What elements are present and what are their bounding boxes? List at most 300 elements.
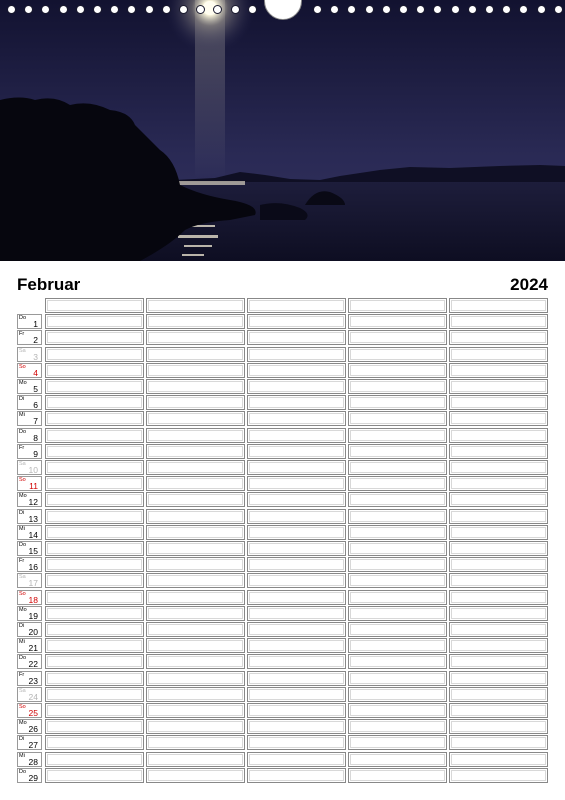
entry-cell[interactable] (146, 573, 245, 588)
entry-cell[interactable] (348, 557, 447, 572)
day-row (17, 460, 549, 475)
entry-cell[interactable] (146, 363, 245, 378)
month-title: Februar (17, 275, 81, 294)
day-number: 13 (28, 513, 38, 524)
day-number: 27 (28, 740, 38, 751)
entry-cell[interactable] (348, 330, 447, 345)
entry-cell[interactable] (348, 719, 447, 734)
day-row (17, 719, 549, 734)
entry-cell[interactable] (45, 363, 144, 378)
entry-cell[interactable] (247, 719, 346, 734)
binding-hole-icon (110, 5, 119, 14)
entry-cell[interactable] (146, 557, 245, 572)
weekday-label: Mi (19, 752, 25, 759)
entry-cell[interactable] (146, 590, 245, 605)
day-row (17, 509, 549, 524)
entry-cell[interactable] (146, 735, 245, 750)
weekday-label: So (19, 590, 26, 597)
day-cell (17, 687, 42, 702)
entry-cell[interactable] (146, 703, 245, 718)
day-row (17, 379, 549, 394)
weekday-label: Fr (19, 444, 25, 451)
entry-cell[interactable] (348, 622, 447, 637)
day-row (17, 590, 549, 605)
entry-cell[interactable] (348, 735, 447, 750)
day-cell (17, 314, 42, 329)
entry-cell[interactable] (348, 444, 447, 459)
entry-cell[interactable] (348, 428, 447, 443)
day-number: 23 (28, 675, 38, 686)
day-number: 28 (28, 756, 38, 767)
weekday-label: Fr (19, 331, 25, 338)
binding-hole-icon (451, 5, 460, 14)
day-cell (17, 525, 42, 540)
column-header-cell[interactable] (449, 298, 548, 313)
binding-hole-icon (416, 5, 425, 14)
day-cell (17, 573, 42, 588)
binding-hole-icon (93, 5, 102, 14)
weekday-label: Do (19, 655, 27, 662)
entry-cell[interactable] (146, 541, 245, 556)
weekday-label: So (19, 477, 26, 484)
day-row (17, 411, 549, 426)
entry-cell[interactable] (247, 444, 346, 459)
entry-cell[interactable] (348, 638, 447, 653)
entry-cell[interactable] (449, 590, 548, 605)
day-number: 25 (28, 708, 38, 718)
weekday-label: Sa (19, 461, 26, 467)
entry-cell[interactable] (348, 752, 447, 767)
weekday-label: Mo (19, 606, 27, 613)
entry-cell[interactable] (247, 428, 346, 443)
entry-cell[interactable] (348, 687, 447, 702)
entry-cell[interactable] (247, 509, 346, 524)
binding-hole-icon (7, 5, 16, 14)
day-cell (17, 509, 42, 524)
day-row (17, 622, 549, 637)
moonlit-coast-icon (0, 0, 565, 261)
entry-cell[interactable] (247, 654, 346, 669)
weekday-label: Fr (19, 558, 25, 565)
day-number: 11 (29, 481, 38, 492)
day-row (17, 557, 549, 572)
binding-hole-icon (41, 5, 50, 14)
entry-cell[interactable] (449, 557, 548, 572)
day-number: 15 (28, 546, 38, 556)
day-number: 5 (33, 384, 38, 394)
entry-cell[interactable] (146, 768, 245, 783)
binding-hole-icon (179, 5, 188, 14)
entry-cell[interactable] (449, 573, 548, 588)
entry-cell[interactable] (247, 379, 346, 394)
binding-hole-icon (313, 5, 322, 14)
day-number: 6 (33, 400, 38, 411)
binding-hole-icon (231, 5, 240, 14)
day-cell (17, 638, 42, 653)
binding-hole-icon (468, 5, 477, 14)
entry-cell[interactable] (348, 347, 447, 362)
entry-cell[interactable] (449, 525, 548, 540)
weekday-label: Di (19, 623, 25, 629)
entry-cell[interactable] (449, 347, 548, 362)
entry-cell[interactable] (348, 768, 447, 783)
binding-hole-icon (382, 5, 391, 14)
day-number: 18 (28, 594, 38, 605)
entry-cell[interactable] (247, 671, 346, 686)
entry-cell[interactable] (247, 395, 346, 410)
entry-cell[interactable] (247, 687, 346, 702)
binding-hole-icon (213, 5, 222, 14)
entry-cell[interactable] (146, 671, 245, 686)
day-row (17, 573, 549, 588)
entry-cell[interactable] (449, 768, 548, 783)
entry-cell[interactable] (45, 411, 144, 426)
binding-hole-icon (433, 5, 442, 14)
entry-cell[interactable] (146, 492, 245, 507)
entry-cell[interactable] (449, 444, 548, 459)
day-row (17, 476, 549, 491)
binding-hole-icon (399, 5, 408, 14)
entry-cell[interactable] (449, 671, 548, 686)
day-cell (17, 411, 42, 426)
entry-cell[interactable] (247, 347, 346, 362)
entry-cell[interactable] (247, 411, 346, 426)
weekday-label: Mo (19, 493, 27, 500)
entry-cell[interactable] (449, 606, 548, 621)
entry-cell[interactable] (348, 460, 447, 475)
weekday-label: Di (19, 396, 25, 403)
entry-cell[interactable] (45, 768, 144, 783)
weekday-label: Sa (19, 687, 26, 694)
day-number: 20 (28, 627, 38, 637)
entry-cell[interactable] (348, 509, 447, 524)
year-title: 2024 (510, 275, 548, 294)
column-header-row (17, 298, 549, 313)
day-number: 19 (28, 610, 38, 621)
entry-cell[interactable] (247, 557, 346, 572)
entry-cell[interactable] (45, 719, 144, 734)
entry-cell[interactable] (146, 444, 245, 459)
entry-cell[interactable] (45, 703, 144, 718)
weekday-label: Mo (19, 380, 27, 386)
entry-cell[interactable] (45, 444, 144, 459)
weekday-label: Fr (19, 671, 25, 678)
entry-cell[interactable] (449, 735, 548, 750)
binding-hole-icon (365, 5, 374, 14)
day-number: 29 (28, 772, 38, 783)
binding-hole-icon (127, 5, 136, 14)
day-cell (17, 444, 42, 459)
day-row (17, 671, 549, 686)
weekday-label: Do (19, 428, 27, 435)
weekday-label: Do (19, 315, 27, 322)
entry-cell[interactable] (449, 411, 548, 426)
entry-cell[interactable] (449, 703, 548, 718)
entry-cell[interactable] (449, 687, 548, 702)
binding-hole-icon (145, 5, 154, 14)
column-header-cell[interactable] (45, 298, 144, 313)
entry-cell[interactable] (45, 379, 144, 394)
entry-cell[interactable] (247, 622, 346, 637)
entry-cell[interactable] (247, 363, 346, 378)
day-row (17, 735, 549, 750)
entry-cell[interactable] (449, 428, 548, 443)
day-cell (17, 428, 42, 443)
day-number: 12 (28, 497, 38, 508)
entry-cell[interactable] (348, 476, 447, 491)
binding-hole-icon (554, 5, 563, 14)
binding-hole-icon (196, 5, 205, 14)
entry-cell[interactable] (247, 460, 346, 475)
entry-cell[interactable] (146, 347, 245, 362)
day-cell (17, 557, 42, 572)
entry-cell[interactable] (348, 363, 447, 378)
entry-cell[interactable] (146, 330, 245, 345)
binding-hole-icon (485, 5, 494, 14)
binding-hole-icon (502, 5, 511, 14)
entry-cell[interactable] (449, 492, 548, 507)
day-number: 10 (28, 465, 38, 475)
entry-cell[interactable] (45, 671, 144, 686)
entry-cell[interactable] (449, 476, 548, 491)
entry-cell[interactable] (45, 687, 144, 702)
weekday-label: Do (19, 542, 27, 548)
day-cell (17, 330, 42, 345)
entry-cell[interactable] (45, 638, 144, 653)
entry-cell[interactable] (348, 590, 447, 605)
weekday-label: Mi (19, 525, 25, 532)
entry-cell[interactable] (449, 330, 548, 345)
binding-hole-icon (519, 5, 528, 14)
day-number: 2 (33, 335, 38, 346)
day-number: 4 (33, 367, 38, 378)
entry-cell[interactable] (146, 476, 245, 491)
entry-cell[interactable] (146, 654, 245, 669)
day-row (17, 606, 549, 621)
entry-cell[interactable] (247, 330, 346, 345)
entry-cell[interactable] (45, 509, 144, 524)
day-row (17, 363, 549, 378)
weekday-label: Sa (19, 347, 26, 354)
entry-cell[interactable] (45, 606, 144, 621)
entry-cell[interactable] (45, 654, 144, 669)
binding-hole-icon (76, 5, 85, 14)
entry-cell[interactable] (348, 606, 447, 621)
entry-cell[interactable] (449, 541, 548, 556)
entry-cell[interactable] (45, 330, 144, 345)
entry-cell[interactable] (449, 638, 548, 653)
day-cell (17, 476, 42, 491)
entry-cell[interactable] (247, 768, 346, 783)
entry-cell[interactable] (45, 314, 144, 329)
day-cell (17, 654, 42, 669)
day-number: 24 (28, 691, 38, 702)
entry-cell[interactable] (146, 606, 245, 621)
weekday-label: Mi (19, 412, 25, 419)
entry-cell[interactable] (449, 509, 548, 524)
entry-cell[interactable] (348, 541, 447, 556)
day-row (17, 428, 549, 443)
binding-hole-icon (248, 5, 257, 14)
entry-cell[interactable] (146, 314, 245, 329)
entry-cell[interactable] (45, 622, 144, 637)
entry-cell[interactable] (348, 573, 447, 588)
day-cell (17, 541, 42, 556)
binding-hole-icon (347, 5, 356, 14)
entry-cell[interactable] (146, 687, 245, 702)
day-row (17, 525, 549, 540)
day-row (17, 444, 549, 459)
day-row (17, 752, 549, 767)
column-header-cell[interactable] (247, 298, 346, 313)
day-cell (17, 622, 42, 637)
entry-cell[interactable] (348, 654, 447, 669)
day-cell (17, 671, 42, 686)
binding-hole-icon (59, 5, 68, 14)
day-number: 8 (33, 432, 38, 443)
day-cell (17, 395, 42, 410)
binding-hole-icon (24, 5, 33, 14)
entry-cell[interactable] (45, 347, 144, 362)
day-row (17, 687, 549, 702)
entry-cell[interactable] (449, 460, 548, 475)
entry-cell[interactable] (146, 428, 245, 443)
entry-cell[interactable] (45, 428, 144, 443)
day-row (17, 314, 549, 329)
day-cell (17, 703, 42, 718)
entry-cell[interactable] (449, 719, 548, 734)
entry-cell[interactable] (449, 363, 548, 378)
entry-cell[interactable] (247, 541, 346, 556)
weekday-label: Di (19, 509, 25, 516)
entry-cell[interactable] (348, 525, 447, 540)
day-number: 3 (33, 351, 38, 362)
day-number: 21 (28, 643, 38, 654)
entry-cell[interactable] (348, 395, 447, 410)
weekday-label: So (19, 704, 26, 710)
day-number: 17 (28, 578, 38, 589)
weekday-label: Di (19, 736, 25, 743)
weekday-label: Do (19, 768, 27, 775)
day-cell (17, 719, 42, 734)
day-cell (17, 347, 42, 362)
binding-hole-icon (330, 5, 339, 14)
entry-cell[interactable] (45, 735, 144, 750)
day-cell (17, 363, 42, 378)
day-number: 1 (33, 319, 38, 330)
entry-cell[interactable] (348, 411, 447, 426)
binding-hole-icon (537, 5, 546, 14)
entry-cell[interactable] (45, 525, 144, 540)
entry-cell[interactable] (348, 671, 447, 686)
entry-cell[interactable] (348, 492, 447, 507)
day-cell (17, 768, 42, 783)
entry-cell[interactable] (146, 638, 245, 653)
entry-cell[interactable] (449, 314, 548, 329)
day-cell (17, 752, 42, 767)
weekday-label: Mo (19, 720, 27, 727)
entry-cell[interactable] (45, 541, 144, 556)
day-number: 22 (28, 659, 38, 670)
entry-cell[interactable] (45, 752, 144, 767)
entry-cell[interactable] (449, 752, 548, 767)
binding-hole-icon (162, 5, 171, 14)
day-row (17, 638, 549, 653)
entry-cell[interactable] (247, 638, 346, 653)
entry-cell[interactable] (247, 525, 346, 540)
entry-cell[interactable] (45, 460, 144, 475)
entry-cell[interactable] (247, 492, 346, 507)
entry-cell[interactable] (45, 557, 144, 572)
entry-cell[interactable] (247, 735, 346, 750)
entry-cell[interactable] (146, 379, 245, 394)
weekday-label: So (19, 363, 26, 370)
entry-cell[interactable] (449, 622, 548, 637)
day-cell (17, 379, 42, 394)
entry-cell[interactable] (247, 590, 346, 605)
day-cell (17, 460, 42, 475)
entry-cell[interactable] (449, 379, 548, 394)
header-photo (0, 0, 565, 261)
column-header-cell[interactable] (348, 298, 447, 313)
day-number: 7 (33, 416, 38, 427)
entry-cell[interactable] (45, 590, 144, 605)
entry-cell[interactable] (146, 525, 245, 540)
column-header-cell[interactable] (146, 298, 245, 313)
day-number: 16 (28, 562, 38, 573)
day-number: 26 (28, 724, 38, 735)
day-row (17, 492, 549, 507)
entry-cell[interactable] (146, 752, 245, 767)
entry-cell[interactable] (146, 622, 245, 637)
day-number: 9 (33, 448, 38, 459)
entry-cell[interactable] (247, 606, 346, 621)
weekday-label: Mi (19, 639, 25, 646)
entry-cell[interactable] (146, 719, 245, 734)
entry-cell[interactable] (247, 752, 346, 767)
entry-cell[interactable] (146, 460, 245, 475)
entry-cell[interactable] (348, 314, 447, 329)
spiral-binding (0, 0, 565, 22)
entry-cell[interactable] (449, 395, 548, 410)
entry-cell[interactable] (348, 703, 447, 718)
entry-cell[interactable] (247, 476, 346, 491)
entry-cell[interactable] (146, 395, 245, 410)
entry-cell[interactable] (247, 573, 346, 588)
day-row (17, 703, 549, 718)
day-row (17, 541, 549, 556)
day-row (17, 654, 549, 669)
entry-cell[interactable] (449, 654, 548, 669)
day-cell (17, 606, 42, 621)
day-cell (17, 735, 42, 750)
entry-cell[interactable] (45, 573, 144, 588)
entry-cell[interactable] (146, 509, 245, 524)
day-row (17, 768, 549, 783)
entry-cell[interactable] (45, 476, 144, 491)
entry-cell[interactable] (146, 411, 245, 426)
entry-cell[interactable] (247, 703, 346, 718)
entry-cell[interactable] (348, 379, 447, 394)
entry-cell[interactable] (45, 395, 144, 410)
entry-cell[interactable] (45, 492, 144, 507)
entry-cell[interactable] (247, 314, 346, 329)
day-cell (17, 492, 42, 507)
day-row (17, 347, 549, 362)
hanger-hole-icon (264, 0, 302, 20)
day-row (17, 395, 549, 410)
day-cell (17, 590, 42, 605)
